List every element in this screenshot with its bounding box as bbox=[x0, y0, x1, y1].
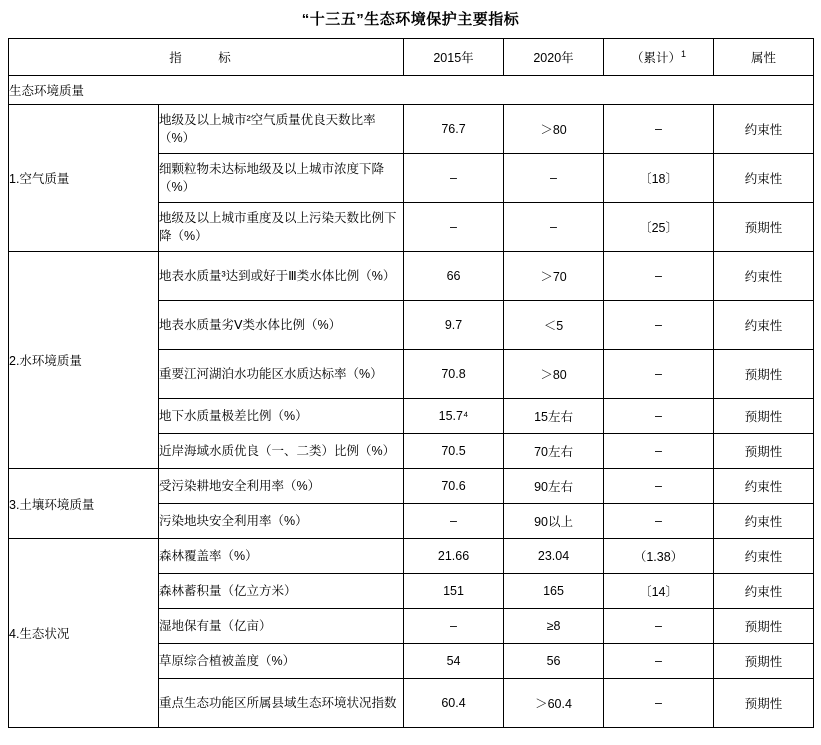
value-2020: 23.04 bbox=[504, 539, 604, 574]
category-name: 2.水环境质量 bbox=[9, 252, 159, 469]
value-2020: 90左右 bbox=[504, 469, 604, 504]
header-cumulative-label: （累计） bbox=[631, 51, 682, 65]
value-2020: – bbox=[504, 154, 604, 203]
value-2020: 15左右 bbox=[504, 399, 604, 434]
table-header bbox=[9, 39, 814, 76]
value-cumulative: – bbox=[604, 434, 714, 469]
indicator-name: 草原综合植被盖度（%） bbox=[159, 644, 404, 679]
category-name: 3.土壤环境质量 bbox=[9, 469, 159, 539]
value-attribute: 约束性 bbox=[714, 539, 814, 574]
value-cumulative: （1.38） bbox=[604, 539, 714, 574]
indicator-name: 重点生态功能区所属县域生态环境状况指数 bbox=[159, 679, 404, 728]
indicator-name: 重要江河湖泊水功能区水质达标率（%） bbox=[159, 350, 404, 399]
indicator-name: 森林覆盖率（%） bbox=[159, 539, 404, 574]
indicator-name: 受污染耕地安全利用率（%） bbox=[159, 469, 404, 504]
table-row bbox=[9, 539, 814, 574]
value-cumulative: – bbox=[604, 679, 714, 728]
indicator-name: 细颗粒物未达标地级及以上城市浓度下降（%） bbox=[159, 154, 404, 203]
value-2020: 165 bbox=[504, 574, 604, 609]
page-title: “十三五”生态环境保护主要指标 bbox=[301, 11, 520, 28]
table-body bbox=[9, 76, 814, 728]
value-cumulative: 〔25〕 bbox=[604, 203, 714, 252]
value-2015: 15.7⁴ bbox=[404, 399, 504, 434]
section-row bbox=[9, 76, 814, 105]
value-2020: 56 bbox=[504, 644, 604, 679]
value-2015: 9.7 bbox=[404, 301, 504, 350]
value-cumulative: – bbox=[604, 504, 714, 539]
value-2015: 21.66 bbox=[404, 539, 504, 574]
value-attribute: 预期性 bbox=[714, 399, 814, 434]
header-year-2020: 2020年 bbox=[504, 39, 604, 76]
value-2020: 90以上 bbox=[504, 504, 604, 539]
category-name: 4.生态状况 bbox=[9, 539, 159, 728]
value-attribute: 预期性 bbox=[714, 350, 814, 399]
value-attribute: 预期性 bbox=[714, 679, 814, 728]
value-2020: ≥8 bbox=[504, 609, 604, 644]
value-attribute: 预期性 bbox=[714, 609, 814, 644]
indicator-name: 地下水质量极差比例（%） bbox=[159, 399, 404, 434]
indicator-name: 地表水质量³达到或好于Ⅲ类水体比例（%） bbox=[159, 252, 404, 301]
indicator-name: 近岸海域水质优良（一、二类）比例（%） bbox=[159, 434, 404, 469]
value-cumulative: – bbox=[604, 469, 714, 504]
value-2020: ＞60.4 bbox=[504, 679, 604, 728]
value-attribute: 约束性 bbox=[714, 154, 814, 203]
value-attribute: 预期性 bbox=[714, 434, 814, 469]
value-2015: – bbox=[404, 609, 504, 644]
section-label: 生态环境质量 bbox=[9, 76, 814, 105]
header-row bbox=[9, 39, 814, 76]
header-year-2015: 2015年 bbox=[404, 39, 504, 76]
value-2015: 66 bbox=[404, 252, 504, 301]
value-2020: ＞70 bbox=[504, 252, 604, 301]
indicator-name: 地级及以上城市²空气质量优良天数比率（%） bbox=[159, 105, 404, 154]
value-attribute: 约束性 bbox=[714, 504, 814, 539]
value-2015: – bbox=[404, 203, 504, 252]
header-cumulative-superscript: 1 bbox=[681, 48, 687, 59]
value-attribute: 预期性 bbox=[714, 644, 814, 679]
indicator-name: 湿地保有量（亿亩） bbox=[159, 609, 404, 644]
value-2015: 70.8 bbox=[404, 350, 504, 399]
indicator-name: 地级及以上城市重度及以上污染天数比例下降（%） bbox=[159, 203, 404, 252]
value-2020: – bbox=[504, 203, 604, 252]
value-cumulative: – bbox=[604, 105, 714, 154]
value-attribute: 约束性 bbox=[714, 574, 814, 609]
value-attribute: 约束性 bbox=[714, 252, 814, 301]
table-row bbox=[9, 252, 814, 301]
value-2015: 151 bbox=[404, 574, 504, 609]
value-2020: ＞80 bbox=[504, 350, 604, 399]
category-name: 1.空气质量 bbox=[9, 105, 159, 252]
indicator-name: 地表水质量劣Ⅴ类水体比例（%） bbox=[159, 301, 404, 350]
header-cumulative bbox=[604, 39, 714, 76]
indicator-name: 污染地块安全利用率（%） bbox=[159, 504, 404, 539]
header-indicator-label: 指 标 bbox=[169, 51, 243, 65]
indicators-table bbox=[8, 38, 814, 728]
value-cumulative: – bbox=[604, 609, 714, 644]
value-cumulative: 〔14〕 bbox=[604, 574, 714, 609]
value-2015: 76.7 bbox=[404, 105, 504, 154]
table-row bbox=[9, 469, 814, 504]
value-cumulative: – bbox=[604, 252, 714, 301]
value-cumulative: 〔18〕 bbox=[604, 154, 714, 203]
value-cumulative: – bbox=[604, 644, 714, 679]
value-cumulative: – bbox=[604, 399, 714, 434]
value-2020: ＜5 bbox=[504, 301, 604, 350]
value-attribute: 约束性 bbox=[714, 469, 814, 504]
value-attribute: 约束性 bbox=[714, 301, 814, 350]
value-2020: 70左右 bbox=[504, 434, 604, 469]
header-indicator bbox=[9, 39, 404, 76]
value-2015: 70.6 bbox=[404, 469, 504, 504]
header-attribute: 属性 bbox=[714, 39, 814, 76]
value-2020: ＞80 bbox=[504, 105, 604, 154]
indicator-name: 森林蓄积量（亿立方米） bbox=[159, 574, 404, 609]
value-2015: 54 bbox=[404, 644, 504, 679]
value-2015: 60.4 bbox=[404, 679, 504, 728]
value-2015: – bbox=[404, 504, 504, 539]
value-attribute: 约束性 bbox=[714, 105, 814, 154]
value-cumulative: – bbox=[604, 301, 714, 350]
value-2015: – bbox=[404, 154, 504, 203]
value-attribute: 预期性 bbox=[714, 203, 814, 252]
value-2015: 70.5 bbox=[404, 434, 504, 469]
table-row bbox=[9, 105, 814, 154]
value-cumulative: – bbox=[604, 350, 714, 399]
